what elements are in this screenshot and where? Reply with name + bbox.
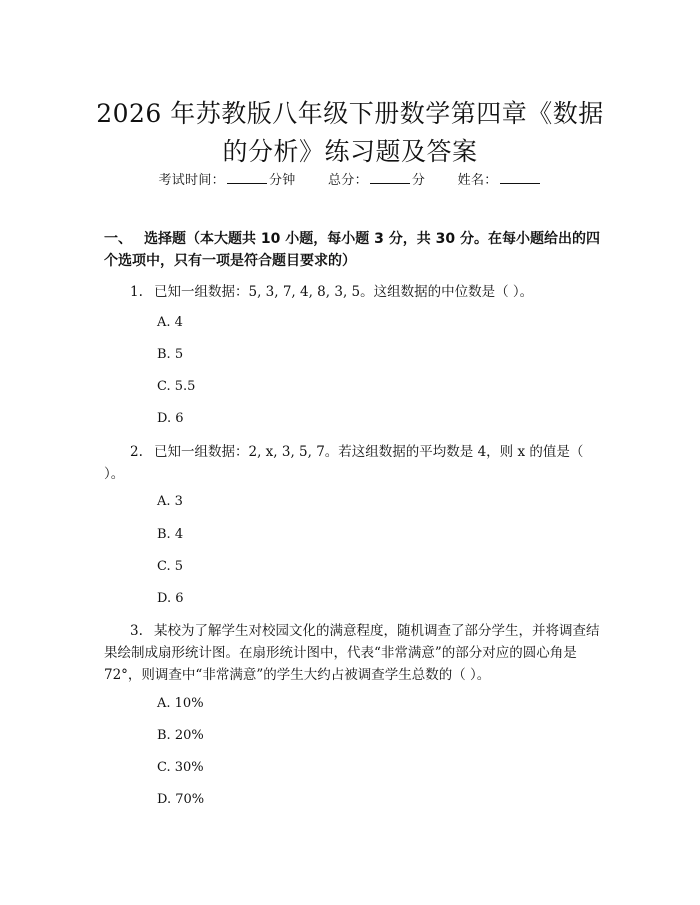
page-title xyxy=(80,95,620,171)
question-1-option-d[interactable]: D. 6 xyxy=(157,411,184,426)
exam-time-field xyxy=(158,173,300,188)
exam-time-label: 考试时间： xyxy=(158,173,225,188)
question-number: 3. xyxy=(130,623,143,639)
name-field xyxy=(458,173,542,188)
question-2-option-b[interactable]: B. 4 xyxy=(157,527,184,542)
exam-time-blank[interactable] xyxy=(227,171,267,184)
name-label: 姓名： xyxy=(457,173,498,188)
question-text: 已知一组数据：2, x, 3, 5, 7。若这组数据的平均数是 4，则 x 的值是（ ）。 xyxy=(104,444,584,482)
question-number: 2. xyxy=(130,444,143,460)
section-heading xyxy=(104,228,604,272)
name-blank[interactable] xyxy=(500,171,540,184)
question-2 xyxy=(104,441,604,485)
exam-time-unit: 分钟 xyxy=(268,173,296,188)
question-1-option-a[interactable]: A. 4 xyxy=(157,315,183,330)
section-text: 选择题（本大题共 10 小题，每小题 3 分，共 30 分。在每小题给出的四个选项中，只有一项是符合题目要求的） xyxy=(104,231,600,269)
total-score-label: 总分： xyxy=(328,173,368,188)
title-line-1: 2026 年苏教版八年级下册数学第四章《数据 xyxy=(96,98,604,128)
question-1-option-b[interactable]: B. 5 xyxy=(157,347,184,362)
question-3-option-b[interactable]: B. 20% xyxy=(157,728,204,743)
question-1 xyxy=(104,281,604,303)
question-3-option-d[interactable]: D. 70% xyxy=(157,792,205,807)
question-2-option-d[interactable]: D. 6 xyxy=(157,591,184,606)
question-number: 1. xyxy=(130,284,143,300)
total-score-blank[interactable] xyxy=(370,171,410,184)
section-number: 一、 xyxy=(104,231,132,247)
total-score-field xyxy=(328,173,430,188)
exam-info-row xyxy=(0,169,700,188)
total-score-unit: 分 xyxy=(411,173,426,188)
title-line-2: 的分析》练习题及答案 xyxy=(222,136,478,166)
question-text: 已知一组数据：5, 3, 7, 4, 8, 3, 5。这组数据的中位数是（ ）。 xyxy=(154,284,534,300)
question-2-option-c[interactable]: C. 5 xyxy=(157,559,184,574)
question-3-option-c[interactable]: C. 30% xyxy=(157,760,204,775)
question-3 xyxy=(104,620,604,686)
question-1-option-c[interactable]: C. 5.5 xyxy=(157,379,196,394)
question-2-option-a[interactable]: A. 3 xyxy=(157,494,183,509)
question-3-option-a[interactable]: A. 10% xyxy=(157,696,204,711)
question-text: 某校为了解学生对校园文化的满意程度，随机调查了部分学生，并将调查结果绘制成扇形统计图。在扇形统计图中，代表“非常满意”的部分对应的圆心角是 72°，则调查中“非常满意”的学生大约占被调查学生总数的（ ）。 xyxy=(104,623,600,683)
